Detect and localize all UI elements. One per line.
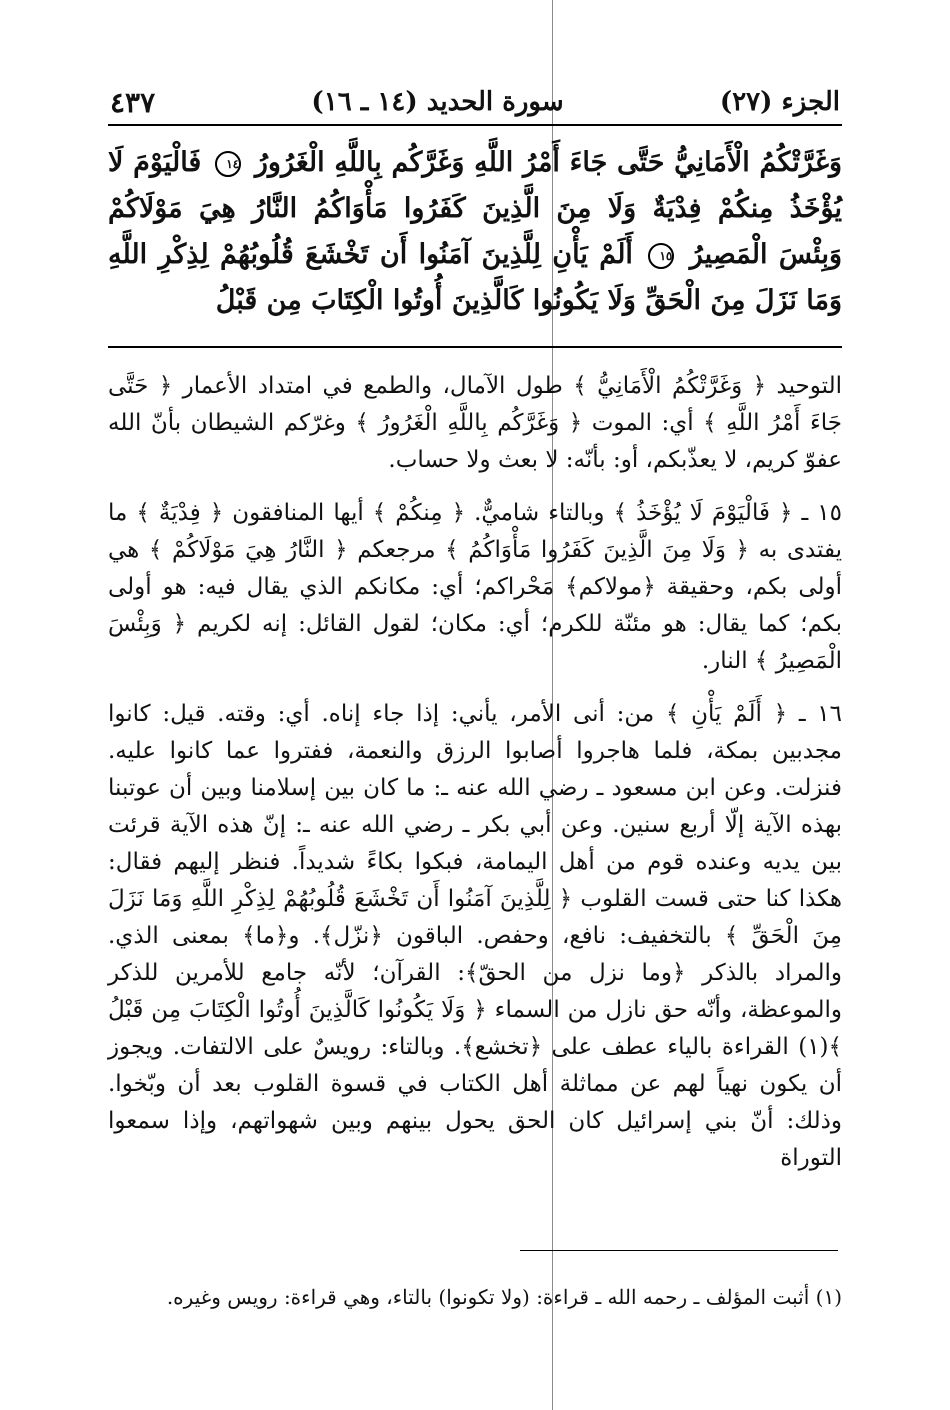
ayah-marker-14: ١٤ — [215, 151, 241, 177]
surah-label: سورة الحديد (١٤ ـ ١٦) — [311, 87, 564, 117]
ayah-marker-15: ١٥ — [648, 243, 674, 269]
part-label: الجزء (٢٧) — [719, 87, 840, 117]
verse-text-14: وَغَرَّتْكُمُ الْأَمَانِيُّ حَتَّى جَاءَ أَمْرُ اللَّهِ وَغَرَّكُم بِاللَّهِ الْغَرُورُ — [254, 147, 842, 178]
commentary-body — [108, 368, 842, 1193]
footnote: (١) أثبت المؤلف ـ رحمه الله ـ قراءة: (ولا تكونوا) بالتاء، وهي قراءة: رويس وغيره. — [166, 1285, 842, 1309]
commentary-paragraph-2: ١٥ ـ ﴿ فَالْيَوْمَ لَا يُؤْخَذُ ﴾ وبالتاء شاميٌّ. ﴿ مِنكُمْ ﴾ أيها المنافقون ﴿ فِدْيَةٌ ﴾ ما يفتدى به ﴿ وَلَا مِنَ الَّذِينَ كَفَرُوا مَأْوَاكُمُ ﴾ مرجعكم ﴿ النَّارُ هِيَ مَوْلَاكُمْ ﴾ هي أولى بكم، وحقيقة ﴿مولاكم﴾ مَحْراكم؛ أي: مكانكم الذي يقال فيه: هو أولى بكم؛ كما يقال: هو مئنّة للكرم؛ أي: مكان؛ لقول القائل: إنه لكريم ﴿ وَبِئْسَ الْمَصِيرُ ﴾ النار. — [108, 500, 842, 674]
verse-text-16: أَلَمْ يَأْنِ لِلَّذِينَ آمَنُوا أَن تَخْشَعَ قُلُوبُهُمْ لِذِكْرِ اللَّهِ وَمَا نَزَلَ مِنَ الْحَقِّ وَلَا يَكُونُوا كَالَّذِينَ أُوتُوا الْكِتَابَ مِن قَبْلُ — [108, 239, 842, 316]
footnote-rule — [520, 1250, 838, 1251]
quran-verse-block — [108, 140, 842, 324]
page-number: ٤٣٧ — [110, 85, 156, 119]
page-header — [110, 84, 840, 120]
commentary-paragraph-1: التوحيد ﴿ وَغَرَّتْكُمُ الْأَمَانِيُّ ﴾ طول الآمال، والطمع في امتداد الأعمار ﴿ حَتَّى جَاءَ أَمْرُ اللَّهِ ﴾ أي: الموت ﴿ وَغَرَّكُم بِاللَّهِ الْغَرُورُ ﴾ وغرّكم الشيطان بأنّ الله عفوّ كريم، لا يعذّبكم، أو: بأنّه: لا بعث ولا حساب. — [108, 373, 842, 473]
header-rule — [108, 124, 842, 126]
commentary-paragraph-3: ١٦ ـ ﴿ أَلَمْ يَأْنِ ﴾ من: أنى الأمر، يأني: إذا جاء إناه. أي: وقته. قيل: كانوا مجدبين بمكة، فلما هاجروا أصابوا الرزق والنعمة، ففتروا عما كانوا عليه. فنزلت. وعن ابن مسعود ـ رضي الله عنه ـ: ما كان بين إسلامنا وبين أن عوتبنا بهذه الآية إلّا أربع سنين. وعن أبي بكر ـ رضي الله عنه ـ: إنّ هذه الآية قرئت بين يديه وعنده قوم من أهل اليمامة، فبكوا بكاءً شديداً. فنظر إليهم فقال: هكذا كنا حتى قست القلوب ﴿ لِلَّذِينَ آمَنُوا أَن تَخْشَعَ قُلُوبُهُمْ لِذِكْرِ اللَّهِ وَمَا نَزَلَ مِنَ الْحَقِّ ﴾ بالتخفيف: نافع، وحفص. الباقون ﴿نزّل﴾. و﴿ما﴾ بمعنى الذي. والمراد بالذكر ﴿وما نزل من الحقّ﴾: القرآن؛ لأنّه جامع للأمرين للذكر والموعظة، وأنّه حق نازل من السماء ﴿ وَلَا يَكُونُوا كَالَّذِينَ أُوتُوا الْكِتَابَ مِن قَبْلُ ﴾(١) القراءة بالياء عطف على ﴿تخشع﴾. وبالتاء: رويسٌ على الالتفات. ويجوز أن يكون نهياً لهم عن مماثلة أهل الكتاب في قسوة القلوب بعد أن وبّخوا. وذلك: أنّ بني إسرائيل كان الحق يحول بينهم وبين شهواتهم، وإذا سمعوا التوراة — [108, 701, 842, 1171]
verse-text-15: فَالْيَوْمَ لَا يُؤْخَذُ مِنكُمْ فِدْيَةٌ وَلَا مِنَ الَّذِينَ كَفَرُوا مَأْوَاكُمُ النَّارُ هِيَ مَوْلَاكُمْ وَبِئْسَ الْمَصِيرُ — [108, 147, 842, 270]
verse-rule — [108, 346, 842, 348]
